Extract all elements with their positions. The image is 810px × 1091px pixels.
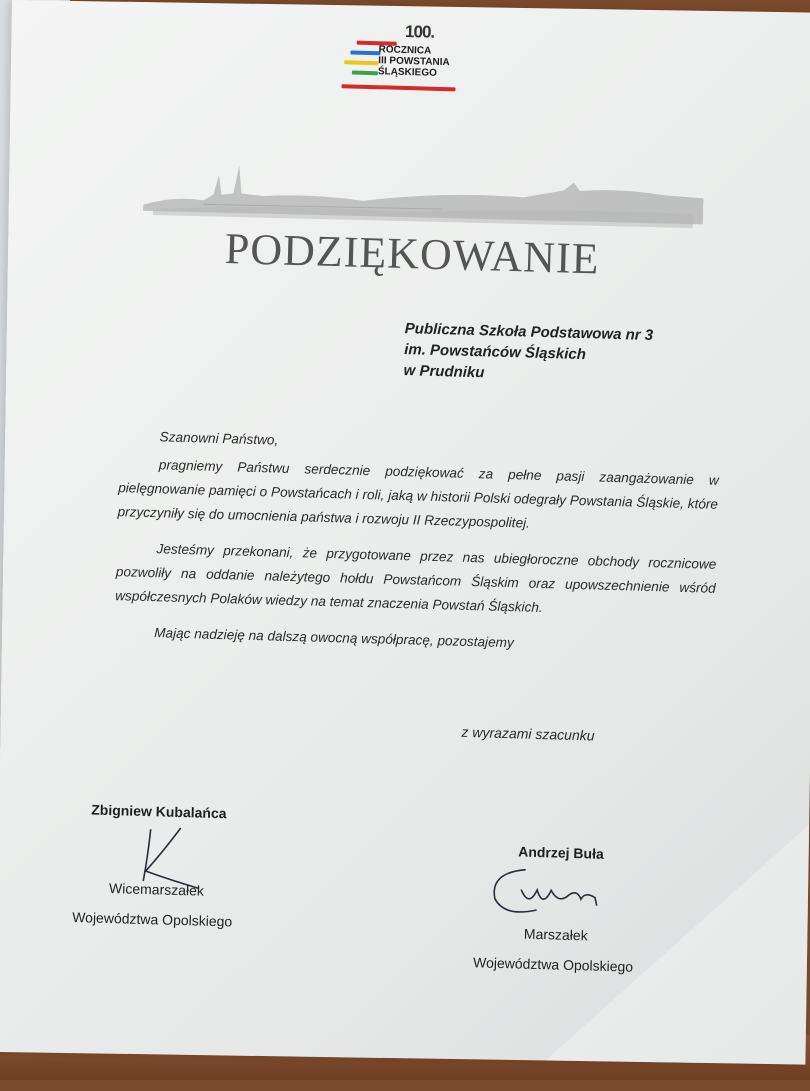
signatory-region: Województwa Opolskiego xyxy=(72,909,233,930)
signature-block-left xyxy=(71,801,271,930)
handwritten-signature xyxy=(484,859,626,933)
signatory-name: Andrzej Buła xyxy=(518,843,605,862)
closing-phrase: z wyrazami szacunku xyxy=(461,723,595,744)
logo-line-2: III POWSTANIA xyxy=(378,55,450,69)
signature-block-right xyxy=(470,842,690,975)
logo-bar-blue xyxy=(350,50,380,55)
signatory-region: Województwa Opolskiego xyxy=(472,954,634,975)
logo-bar-bottom xyxy=(341,84,455,91)
recipient-block xyxy=(403,318,653,388)
recipient-line: Publiczna Szkoła Podstawowa nr 3 xyxy=(404,320,654,344)
signatory-name: Zbigniew Kubalańca xyxy=(91,801,227,822)
anniversary-logo xyxy=(341,21,463,99)
signatory-role: Wicemarszałek xyxy=(108,880,205,899)
paragraph-1: pragniemy Państwu serdecznie podziękować za pełne pasji zaangażowanie w pielęgnowanie pamięci o Powstańcach i roli, jaką w historii Polski odegrały Powstania Śląskie, które przyczyniły się do umocnienia państwa i rozwoju II Rzeczypospolitej. xyxy=(117,457,719,531)
greeting: Szanowni Państwo, xyxy=(159,429,279,448)
logo-bar-yellow xyxy=(344,60,378,65)
recipient-line: w Prudniku xyxy=(403,362,485,382)
paragraph-2: Jesteśmy przekonani, że przygotowane przez nas ubiegłoroczne obchody rocznicowe pozwoliły na oddanie należytego hołdu Powstańcom Śląskim oraz upowszechnienie wśród współczesnych Polaków wiedzy na temat znaczenia Powstań Śląskich. xyxy=(115,541,717,616)
letter-body xyxy=(114,424,720,673)
signatory-role: Marszałek xyxy=(523,925,588,944)
logo-line-3: ŚLĄSKIEGO xyxy=(377,66,437,79)
logo-line-1: ROCZNICA xyxy=(378,44,432,57)
logo-number: 100. xyxy=(404,21,435,42)
logo-bar-green xyxy=(352,70,378,75)
document-title: PODZIĘKOWANIE xyxy=(224,224,601,284)
paragraph-3: Mając nadzieję na dalszą owocną współpracę, pozostajemy xyxy=(153,625,514,651)
recipient-line: im. Powstańców Śląskich xyxy=(403,341,587,364)
